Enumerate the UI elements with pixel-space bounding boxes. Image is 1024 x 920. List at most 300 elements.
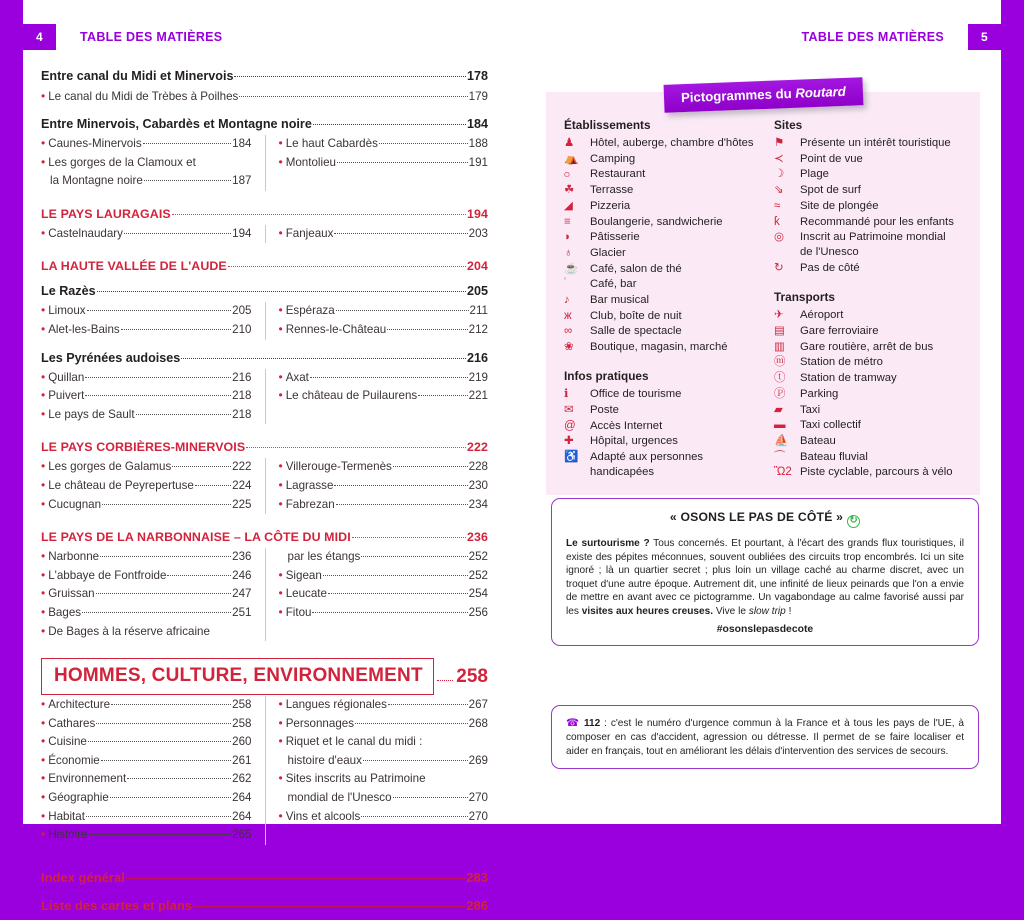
leader-dots <box>100 556 231 557</box>
music-bar-icon: ♪ <box>564 294 570 307</box>
toc-entry[interactable] <box>41 752 252 771</box>
toc-heading-label: LE PAYS LAURAGAIS <box>41 206 171 221</box>
leader-dots <box>144 180 231 181</box>
toc-entry[interactable] <box>279 225 489 244</box>
leader-dots <box>110 797 231 798</box>
shop-icon: ❀ <box>564 341 574 354</box>
toc-entry-page: 218 <box>232 389 252 403</box>
leader-dots <box>88 741 231 742</box>
toc-heading-label: Entre canal du Midi et Minervois <box>41 69 234 83</box>
toc-entry-page: 269 <box>468 753 488 767</box>
toc-entry[interactable] <box>279 585 489 604</box>
viewpoint-icon: ≺ <box>774 152 784 165</box>
pictograms-banner-prefix: Pictogrammes du <box>680 85 796 106</box>
toc-region-heading[interactable] <box>41 207 488 221</box>
pizzeria-icon: ◢ <box>564 199 573 212</box>
toc-entry-label: Environnement <box>48 772 127 786</box>
osons-bold-2: visites aux heures creuses. <box>581 605 714 617</box>
pictogram-item <box>774 261 964 276</box>
leader-dots <box>418 395 467 396</box>
emergency-text: : c'est le numéro d'urgence commun à la France et à tous les pays de l'UE, à composer en cas d'accident, agression ou détresse. Il permet de se faire localiser et aider en français, tout en améliorant les délais d'intervention des services de secours. <box>566 718 964 757</box>
leader-dots <box>337 162 468 163</box>
toc-entry[interactable] <box>41 477 252 496</box>
toc-section-heading[interactable] <box>41 284 488 298</box>
osons-lead: Le surtourisme ? <box>566 538 650 549</box>
pictogram-label: Taxi collectif <box>800 419 861 432</box>
toc-entry[interactable] <box>41 369 252 388</box>
list-bullet: • <box>41 477 46 492</box>
toc-entry-page: 256 <box>468 605 488 619</box>
toc-entry-label: Personnages <box>285 716 355 730</box>
toc-entry[interactable] <box>41 172 252 191</box>
pictogram-label: Plage <box>800 168 829 181</box>
toc-entry[interactable] <box>279 752 489 771</box>
toc-two-column-group <box>41 696 488 845</box>
list-bullet: • <box>278 808 283 823</box>
pictogram-category-title: Transports <box>774 290 835 305</box>
toc-entry-label: Cathares <box>48 716 96 730</box>
toc-entry[interactable] <box>279 733 489 752</box>
pictogram-label: Adapté aux personnes handicapées <box>590 450 764 480</box>
toc-entry[interactable] <box>279 715 489 734</box>
pictogram-category-title: Établissements <box>564 118 651 132</box>
tourist-office-icon: ℹ <box>564 388 569 401</box>
leader-dots <box>328 593 468 594</box>
pictograms-column-left <box>564 118 764 481</box>
toc-entry[interactable] <box>279 808 489 827</box>
restaurant-icon: ဝ <box>564 168 571 181</box>
toc-region-heading[interactable] <box>41 440 488 454</box>
list-bullet: • <box>278 477 283 492</box>
theatre-icon: ∞ <box>564 325 573 338</box>
list-bullet: • <box>41 496 46 511</box>
toc-heading-page: 194 <box>467 206 488 221</box>
unesco-icon: ◎ <box>774 231 785 244</box>
toc-entry-label: par les étangs <box>287 550 361 564</box>
toc-entry[interactable] <box>279 567 489 586</box>
pictogram-label: Piste cyclable, parcours à vélo <box>800 466 953 479</box>
toc-entry-page: 194 <box>232 226 252 240</box>
toc-heading-page: 216 <box>466 350 488 365</box>
leader-dots <box>86 816 231 817</box>
toc-entry-page: 219 <box>468 370 488 384</box>
pictogram-item <box>774 215 964 230</box>
pictogram-label: Point de vue <box>800 152 863 165</box>
toc-entry[interactable] <box>279 302 489 321</box>
coffee-icon: ☕ <box>564 262 579 275</box>
toc-entry[interactable] <box>41 406 252 425</box>
pictogram-label: Hôtel, auberge, chambre d'hôtes <box>590 137 754 149</box>
list-bullet: • <box>278 697 283 712</box>
pictogram-item <box>564 293 764 308</box>
pictogram-label: Taxi <box>800 403 821 416</box>
toc-entry-label: Villerouge-Termenès <box>285 460 392 474</box>
list-bullet: • <box>278 586 283 601</box>
toc-entry-label: Le canal du Midi de Trèbes à Poilhes <box>48 90 239 103</box>
toc-heading-page: 184 <box>466 117 488 131</box>
pictogram-item <box>774 230 964 260</box>
tram-icon: ⓣ <box>774 372 786 385</box>
leader-dots <box>87 310 232 311</box>
leader-dots <box>85 395 231 396</box>
toc-entry[interactable] <box>279 770 489 789</box>
list-bullet: • <box>41 303 46 318</box>
shared-taxi-icon: ▬ <box>774 419 786 432</box>
toc-two-column-group <box>41 135 488 191</box>
toc-entry[interactable] <box>41 623 252 642</box>
page-gutter <box>511 0 513 824</box>
leader-dots <box>334 233 467 234</box>
toc-entry-page: 286 <box>466 897 488 913</box>
toc-entry-label: Les gorges de la Clamoux et <box>48 155 196 169</box>
toc-heading-page: 236 <box>467 530 488 545</box>
toc-entry[interactable] <box>279 604 489 623</box>
toc-entry-page: 251 <box>232 605 252 619</box>
toc-entry-page: 216 <box>232 370 252 384</box>
metro-icon: ⓜ <box>774 356 786 369</box>
right-folio: 5 <box>968 24 1001 50</box>
pictogram-item <box>774 324 964 339</box>
taxi-icon: ▰ <box>774 403 783 416</box>
surf-icon: ⇘ <box>774 184 784 197</box>
toc-entry-label: Riquet et le canal du midi : <box>285 735 423 749</box>
toc-entry[interactable] <box>41 567 252 586</box>
toc-entry-page: 262 <box>232 772 252 786</box>
leader-dots <box>172 214 466 215</box>
list-bullet: • <box>41 567 46 582</box>
toc-two-column-group <box>41 458 488 514</box>
list-bullet: • <box>41 136 46 150</box>
train-station-icon: ▤ <box>774 325 785 338</box>
toc-entry-label: Rennes-le-Château <box>285 322 387 336</box>
pictogram-item <box>774 434 964 449</box>
bicycle-icon: Ὣ2 <box>774 466 792 479</box>
osons-title-row <box>566 510 964 528</box>
toc-entry[interactable] <box>41 826 252 845</box>
list-bullet: • <box>41 586 46 601</box>
toc-heading-page: 205 <box>466 284 488 299</box>
toc-two-column-group <box>41 302 488 339</box>
leader-dots <box>167 575 231 576</box>
toc-entry-page: 179 <box>468 90 488 103</box>
toc-section-heading[interactable] <box>41 351 488 365</box>
pictogram-label: Pizzeria <box>590 199 631 212</box>
toc-entry-label: Limoux <box>48 304 86 318</box>
toc-entry[interactable] <box>41 321 252 340</box>
toc-entry-page: 187 <box>232 174 252 188</box>
leader-dots <box>126 878 465 879</box>
toc-entry-page: 212 <box>468 322 488 336</box>
list-bullet: • <box>278 567 283 582</box>
airport-icon: ✈ <box>774 309 784 322</box>
list-bullet: • <box>41 827 46 842</box>
pictogram-item <box>564 324 764 339</box>
leader-dots <box>336 504 468 505</box>
toc-entry-label: Histoire <box>48 828 88 842</box>
icecream-icon: ♁ <box>564 246 573 259</box>
pictogram-item <box>564 340 764 355</box>
right-header-title: TABLE DES MATIÈRES <box>801 30 944 44</box>
pictogram-label: Bateau <box>800 434 836 447</box>
pas-de-cote-icon: ↻ <box>847 515 860 528</box>
toc-column-left <box>41 135 265 191</box>
pictogram-label: Station de métro <box>800 356 883 369</box>
toc-region-heading[interactable] <box>41 530 488 544</box>
leader-dots <box>193 906 465 907</box>
toc-entry-label: Espéraza <box>285 304 335 318</box>
pictogram-item <box>774 199 964 214</box>
leader-dots <box>336 310 469 311</box>
toc-column-right <box>265 696 489 845</box>
pictogram-item <box>774 418 964 433</box>
toc-section-heading[interactable] <box>41 117 488 131</box>
toc-column-left <box>41 458 265 514</box>
list-bullet: • <box>278 771 283 786</box>
pictogram-label: Club, boîte de nuit <box>590 309 682 322</box>
toc-entry[interactable] <box>41 733 252 752</box>
hotel-icon: ♟ <box>564 137 575 149</box>
toc-entry[interactable] <box>279 369 489 388</box>
toc-tail-entry[interactable] <box>41 864 488 892</box>
leader-dots <box>393 797 468 798</box>
toc-entry-label: Habitat <box>48 809 85 823</box>
toc-entry-label: Gruissan <box>48 587 95 601</box>
toc-entry[interactable] <box>41 696 252 715</box>
phone-icon: ☎ <box>566 717 581 729</box>
pictogram-label: Aéroport <box>800 309 844 322</box>
pictogram-item <box>774 152 964 167</box>
toc-entry[interactable] <box>279 496 489 515</box>
list-bullet: • <box>41 459 46 474</box>
children-icon: ƙ <box>774 215 780 228</box>
pictogram-item <box>564 450 764 480</box>
pictogram-label: Station de tramway <box>800 372 897 385</box>
toc-column-right <box>265 369 489 425</box>
toc-entry[interactable] <box>279 548 489 567</box>
toc-entry-page: 205 <box>232 304 252 318</box>
toc-entry-page: 264 <box>232 791 252 805</box>
pictogram-label: Hôpital, urgences <box>590 435 678 448</box>
list-bullet: • <box>41 604 46 619</box>
list-bullet: • <box>41 771 46 786</box>
leader-dots <box>143 143 232 144</box>
toc-entry[interactable] <box>279 135 489 154</box>
osons-italic-3: slow trip <box>748 605 786 617</box>
leader-dots <box>310 377 468 378</box>
leader-dots <box>387 329 467 330</box>
list-bullet: • <box>41 369 46 384</box>
leader-dots <box>195 485 231 486</box>
leader-dots <box>102 504 231 505</box>
toc-entry[interactable] <box>279 458 489 477</box>
toc-entry-page: 203 <box>468 226 488 240</box>
terrasse-icon: ☘ <box>564 184 575 197</box>
toc-entry-label: Géographie <box>48 791 109 805</box>
osons-title: « OSONS LE PAS DE CÔTÉ » <box>669 510 844 524</box>
toc-entry-page: 228 <box>468 460 488 474</box>
toc-entry-page: 210 <box>232 322 252 336</box>
pictogram-item <box>774 355 964 370</box>
pictogram-item <box>564 387 764 402</box>
pictogram-label: Salle de spectacle <box>590 325 682 338</box>
list-bullet: • <box>41 406 46 421</box>
list-bullet: • <box>41 715 46 730</box>
leader-dots <box>361 816 467 817</box>
toc-entry-page: 252 <box>468 550 488 564</box>
toc-entry-label: Bages <box>48 605 82 619</box>
toc-entry[interactable] <box>41 808 252 827</box>
toc-entry-page: 264 <box>232 809 252 823</box>
toc-entry-label: Sigean <box>285 568 322 582</box>
pictogram-item <box>564 434 764 449</box>
leader-dots <box>312 612 467 613</box>
list-bullet: • <box>41 752 46 767</box>
leader-dots <box>101 760 231 761</box>
toc-entry[interactable] <box>41 87 488 106</box>
toc-entry-label: mondial de l'Unesco <box>287 791 392 805</box>
toc-heading-label: LE PAYS CORBIÈRES-MINERVOIS <box>41 440 246 455</box>
pictogram-label: Site de plongée <box>800 199 879 212</box>
pictogram-label: Recommandé pour les enfants <box>800 215 954 228</box>
toc-entry-label: Le haut Cabardès <box>285 137 378 150</box>
list-bullet: • <box>41 808 46 823</box>
pictogram-label: Café, salon de thé <box>590 262 682 275</box>
pictogram-item <box>564 419 764 434</box>
toc-entry-page: 267 <box>468 698 488 712</box>
toc-entry-label: Caunes-Minervois <box>48 137 142 150</box>
list-bullet: • <box>278 154 283 169</box>
toc-entry[interactable] <box>279 321 489 340</box>
leader-dots <box>127 778 231 779</box>
toc-entry[interactable] <box>41 585 252 604</box>
toc-entry[interactable] <box>41 770 252 789</box>
internet-icon: @ <box>564 419 576 432</box>
toc-entry-label: Le château de Puilaurens <box>285 389 418 403</box>
pictogram-item <box>564 246 764 261</box>
pictogram-item <box>774 183 964 198</box>
leader-dots <box>97 291 466 292</box>
toc-boxed-heading-row[interactable] <box>41 658 488 695</box>
toc-entry[interactable] <box>279 696 489 715</box>
toc-section-heading[interactable] <box>41 69 488 83</box>
toc-heading-label: Les Pyrénées audoises <box>41 350 181 365</box>
toc-entry[interactable] <box>41 135 252 154</box>
pictogram-label: Accès Internet <box>590 419 663 432</box>
left-header-title: TABLE DES MATIÈRES <box>80 30 223 44</box>
list-bullet: • <box>41 225 46 240</box>
list-bullet: • <box>278 136 283 150</box>
toc-column-right <box>265 225 489 244</box>
pictogram-item <box>564 230 764 245</box>
toc-entry-page: 283 <box>466 869 488 885</box>
toc-entry-label: Sites inscrits au Patrimoine <box>285 772 426 786</box>
toc-entry[interactable] <box>279 154 489 173</box>
pictograms-box <box>546 92 980 495</box>
leader-dots <box>96 593 232 594</box>
toc-entry-label: Fitou <box>285 605 312 619</box>
toc-entry[interactable] <box>41 789 252 808</box>
pictogram-item <box>774 465 964 480</box>
toc-entry[interactable] <box>41 458 252 477</box>
toc-entry-page: 234 <box>468 497 488 511</box>
toc-entry-label: Leucate <box>285 587 327 601</box>
toc-two-column-group <box>41 548 488 641</box>
toc-entry[interactable] <box>41 387 252 406</box>
toc-entry[interactable] <box>41 715 252 734</box>
toc-entry-label: Narbonne <box>48 550 100 564</box>
leader-dots <box>82 612 231 613</box>
toc-entry-label: Fabrezan <box>285 497 335 511</box>
toc-entry-page: 225 <box>232 497 252 511</box>
toc-entry[interactable] <box>41 604 252 623</box>
toc-entry[interactable] <box>41 302 252 321</box>
pictogram-item <box>564 183 764 198</box>
toc-entry[interactable] <box>41 154 252 173</box>
pas-de-cote-icon: ↻ <box>774 262 784 275</box>
pictogram-label: Bateau fluvial <box>800 450 868 463</box>
leader-dots <box>172 466 231 467</box>
bus-station-icon: ▥ <box>774 340 785 353</box>
toc-entry-label: Index général <box>41 869 125 885</box>
toc-entry-label: Lagrasse <box>285 478 334 492</box>
list-bullet: • <box>41 734 46 749</box>
pictogram-label-continued: de l'Unesco <box>800 246 859 259</box>
toc-entry-label: Cuisine <box>48 735 87 749</box>
toc-entry[interactable] <box>41 548 252 567</box>
left-folio: 4 <box>23 24 56 50</box>
toc-tail-entry[interactable] <box>41 892 488 920</box>
pictogram-label: Inscrit au Patrimoine mondial de l'Unesco <box>800 230 964 260</box>
leader-dots <box>121 329 231 330</box>
toc-entry[interactable] <box>41 496 252 515</box>
leader-dots <box>85 377 231 378</box>
toc-entry-label: Le château de Peyrepertuse <box>48 478 194 492</box>
list-bullet: • <box>41 549 46 564</box>
pictogram-label: Bar musical <box>590 294 650 307</box>
toc-two-column-group <box>41 369 488 425</box>
pictogram-item <box>564 277 764 292</box>
pictogram-label: Pâtisserie <box>590 231 640 244</box>
toc-entry-page: 188 <box>468 137 488 150</box>
pictogram-label: Café, bar <box>590 278 637 291</box>
toc-column-left <box>41 548 265 641</box>
toc-region-heading[interactable] <box>41 259 488 273</box>
leader-dots <box>181 358 466 359</box>
toc-entry[interactable] <box>279 477 489 496</box>
toc-entry-page: 246 <box>232 568 252 582</box>
toc-entry[interactable] <box>41 225 252 244</box>
list-bullet: • <box>278 388 283 403</box>
toc-entry-page: 211 <box>469 304 488 318</box>
nightclub-icon: ж <box>564 309 572 322</box>
toc-entry[interactable] <box>279 789 489 808</box>
osons-body <box>566 537 964 619</box>
leader-dots <box>334 485 467 486</box>
pictogram-item <box>774 403 964 418</box>
toc-two-column-group <box>41 225 488 244</box>
toc-entry-label: Les gorges de Galamus <box>48 460 172 474</box>
toc-entry-page: 218 <box>232 407 252 421</box>
toc-entry-label: Vins et alcools <box>285 809 361 823</box>
leader-dots <box>89 834 232 835</box>
toc-entry[interactable] <box>279 387 489 406</box>
list-bullet: • <box>41 623 46 638</box>
pictogram-item <box>774 340 964 355</box>
table-of-contents <box>41 58 488 920</box>
patisserie-icon: ◗ <box>564 231 571 244</box>
leader-dots <box>437 680 454 681</box>
toc-entry-label: Puivert <box>48 389 85 403</box>
